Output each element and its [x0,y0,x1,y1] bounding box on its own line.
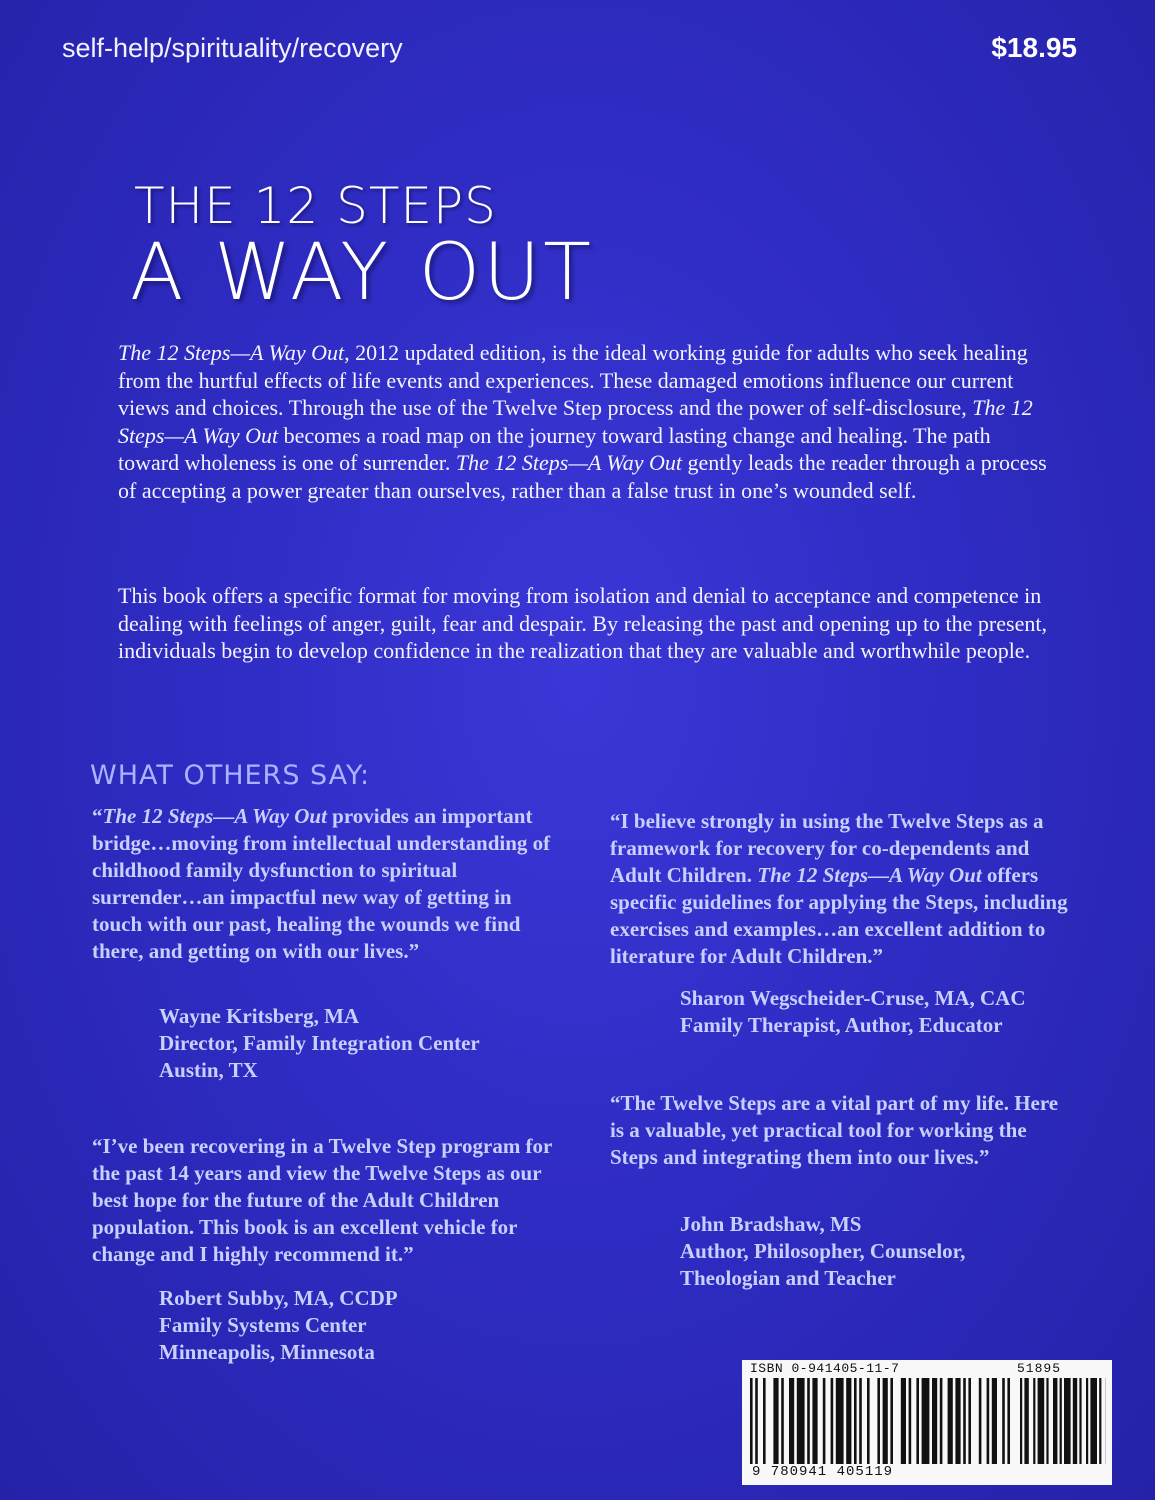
attribution-title: Family Systems Center [159,1313,367,1337]
barcode-bar [1033,1378,1035,1464]
attribution-location: Minneapolis, Minnesota [159,1340,375,1364]
category-label: self-help/spirituality/recovery [62,33,403,63]
barcode-bar [1046,1378,1048,1464]
barcode-bar [750,1378,753,1464]
testimonial-quote-1 [92,803,552,965]
barcode-bar [854,1378,857,1464]
barcode-bar [1053,1378,1057,1464]
barcode-bar [1007,1378,1010,1464]
barcode-bar [890,1378,893,1464]
barcode-bar [773,1378,778,1464]
barcode-bar [1060,1378,1062,1464]
barcode-bar [901,1378,906,1464]
testimonials-heading: WHAT OTHERS SAY: [90,760,371,791]
testimonial-attribution-3 [159,1285,398,1366]
description-text: becomes a road map on the journey toward lasting change and healing. The path toward wholeness is one of surrender. [118,422,991,475]
barcode-bar [940,1378,943,1464]
barcode [742,1360,1112,1485]
attribution-name: Sharon Wegscheider-Cruse, MA, CAC [680,986,1026,1010]
testimonial-attribution-4 [680,1211,965,1292]
barcode-bar [1024,1378,1028,1464]
barcode-bar [1064,1378,1071,1464]
barcode-bar [807,1378,810,1464]
attribution-name: John Bradshaw, MS [680,1212,862,1236]
quote-open-mark: “ [92,804,103,828]
price-label: $18.95 [991,32,1077,63]
barcode-bar [1073,1378,1077,1464]
description-paragraph-2: This book offers a specific format for moving from isolation and denial to acceptance and competence in dealing with feelings of anger, guilt, fear and despair. By releasing the past and opening up to the present, individuals begin to develop confidence in the realization that they are valuable and worthwhile people. [118,583,1047,663]
barcode-bar [781,1378,784,1464]
barcode-bar [763,1378,766,1464]
description-text: , 2012 updated edition, is the ideal working guide for adults who seek healing from the hurtful effects of life events and experiences. These damaged emotions influence our current views and choices. Through the use of the Twelve Step process and the power of self-disclosure, [118,340,1028,420]
book-title-ref: The 12 Steps—A Way Out [118,340,345,365]
attribution-location: Austin, TX [159,1058,258,1082]
barcode-bar [916,1378,919,1464]
barcode-bar [1099,1378,1101,1464]
testimonial-quote-4: “The Twelve Steps are a vital part of my life. Here is a valuable, yet practical tool for working the Steps and integrating them into our lives.” [610,1091,1059,1169]
book-title-line1: THE 12 STEPS [134,177,497,235]
book-title-ref: The 12 Steps—A Way Out [102,804,327,828]
testimonial-quote-2 [610,808,1080,970]
book-title-ref: The 12 Steps—A Way Out [455,450,682,475]
attribution-name: Wayne Kritsberg, MA [159,1004,360,1028]
book-title-ref: The 12 Steps—A Way Out [757,863,982,887]
barcode-bar [955,1378,960,1464]
barcode-price-code: 51895 [1017,1361,1062,1376]
barcode-bar [1020,1378,1022,1464]
barcode-bar [797,1378,805,1464]
barcode-digits: 9 780941 405119 [752,1464,894,1480]
ean-barcode-bars [750,1378,1012,1464]
barcode-bar [846,1378,851,1464]
barcode-bar [968,1378,971,1464]
barcode-bar [1090,1378,1097,1464]
barcode-bar [932,1378,937,1464]
attribution-title: Family Therapist, Author, Educator [680,1013,1003,1037]
description-text: gently leads the reader through a process of accepting a power greater than ourselves, rather than a false trust in one’s wounded self. [118,450,1047,503]
barcode-bar [755,1378,758,1464]
book-title-ref: The 12 Steps—A Way Out [118,395,1033,448]
barcode-bar [948,1378,953,1464]
barcode-bar [922,1378,930,1464]
barcode-bar [992,1378,997,1464]
attribution-name: Robert Subby, MA, CCDP [159,1286,398,1310]
testimonial-quote-3: “I’ve been recovering in a Twelve Step program for the past 14 years and view the Twelve Steps as our best hope for the future of the Adult Children population. This book is an excellent vehicle for change and I highly recommend it.” [92,1134,552,1266]
testimonial-attribution-2 [680,985,1026,1039]
attribution-title: Director, Family Integration Center [159,1031,480,1055]
barcode-bar [859,1378,862,1464]
attribution-title: Author, Philosopher, Counselor, [680,1239,966,1263]
barcode-bar [883,1378,888,1464]
barcode-bar [963,1378,966,1464]
addon-barcode-bars [1020,1378,1106,1464]
barcode-bar [812,1378,817,1464]
quote-text: provides an important bridge…moving from intellectual understanding of childhood family dysfunction to spiritual surrender…an impactful new way of getting in touch with our past, healing the wounds we find there, and getting on with our lives.” [92,804,551,963]
testimonial-attribution-1 [159,1003,480,1084]
barcode-bar [979,1378,982,1464]
book-title-line2: A WAY OUT [130,228,594,318]
barcode-bar [1038,1378,1045,1464]
barcode-bar [823,1378,826,1464]
barcode-bar [1079,1378,1081,1464]
barcode-bar [836,1378,844,1464]
quote-text: “I believe strongly in using the Twelve Steps as a framework for recovery for co-dependents and Adult Children. [610,809,1044,887]
attribution-title: Theologian and Teacher [680,1266,896,1290]
barcode-bar [867,1378,870,1464]
barcode-bar [987,1378,990,1464]
barcode-bar [1002,1378,1005,1464]
barcode-bar [789,1378,794,1464]
barcode-bar [831,1378,834,1464]
quote-text: offers specific guidelines for applying the Steps, including exercises and examples…an excellent addition to literature for Adult Children.” [610,863,1068,968]
barcode-bar [909,1378,912,1464]
description-paragraph-1 [118,339,1048,504]
barcode-isbn-text: ISBN 0-941405-11-7 [750,1361,900,1376]
barcode-bar [877,1378,880,1464]
barcode-bar [1086,1378,1088,1464]
